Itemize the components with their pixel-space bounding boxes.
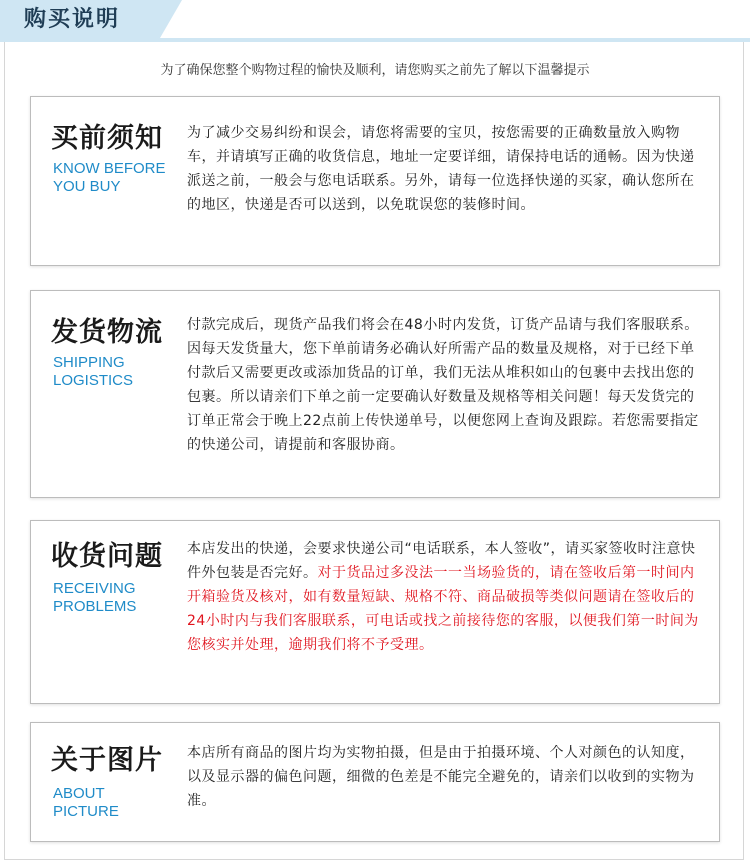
section-title-en-line2: PICTURE <box>53 803 119 820</box>
section-title-en-line1: SHIPPING <box>53 354 125 371</box>
section-body: 付款完成后，现货产品我们将会在48小时内发货，订货产品请与我们客服联系。因每天发货量大，您下单前请务必确认好所需产品的数量及规格，对于已经下单付款后又需要更改或添加货品的订单，我们无法从堆积如山的包裹中去找出您的包裹。所以请亲们下单之前一定要确认好数量及规格等相关问题！每天发货完的订单正常会于晚上22点前上传快递单号，以便您网上查询及跟踪。若您需要指定的快递公司，请提前和客服协商。 <box>187 317 699 453</box>
section-body: 为了减少交易纠纷和误会，请您将需要的宝贝，按您需要的正确数量放入购物车，并请填写正确的收货信息，地址一定要详细，请保持电话的通畅。因为快递派送之前，一般会与您电话联系。另外，请每一位选择快递的买家，确认您所在的地区，快递是否可以送到，以免耽误您的装修时间。 <box>187 125 695 213</box>
section-title-cn: 买前须知 <box>51 123 163 154</box>
section-title-en-line1: RECEIVING <box>53 580 136 597</box>
section-body-normal: 本店发出的快递，会要求快递公司“电话联系，本人签收”，请买家签收时注意快件外包装是否完好。 <box>187 541 696 581</box>
section-shipping-logistics <box>30 290 720 498</box>
section-know-before-you-buy <box>30 96 720 266</box>
header-band <box>0 0 750 42</box>
section-title-en-line2: LOGISTICS <box>53 372 134 389</box>
section-body <box>187 537 699 657</box>
section-body-warning: 对于货品过多没法一一当场验货的，请在签收后第一时间内开箱验货及核对，如有数量短缺、规格不符、商品破损等类似问题请在签收后的24小时内与我们客服联系，可电话或找之前接待您的客服，以便我们第一时间为您核实并处理，逾期我们将不予受理。 <box>187 565 699 653</box>
section-about-picture <box>30 722 720 842</box>
section-title-cn: 发货物流 <box>51 317 163 348</box>
section-title-cn: 收货问题 <box>51 541 163 572</box>
intro-text: 为了确保您整个购物过程的愉快及顺利，请您购买之前先了解以下温馨提示 <box>160 63 590 78</box>
section-title-en-line1: KNOW BEFORE <box>53 160 166 177</box>
section-title-en-line1: ABOUT <box>53 785 105 802</box>
section-receiving-problems <box>30 520 720 704</box>
section-title-en-line2: YOU BUY <box>53 178 121 195</box>
section-title-cn: 关于图片 <box>51 745 163 776</box>
section-title-en-line2: PROBLEMS <box>53 598 137 615</box>
page-title: 购买说明 <box>24 6 121 32</box>
section-body: 本店所有商品的图片均为实物拍摄，但是由于拍摄环境、个人对颜色的认知度，以及显示器的偏色问题，细微的色差是不能完全避免的，请亲们以收到的实物为准。 <box>187 745 695 809</box>
